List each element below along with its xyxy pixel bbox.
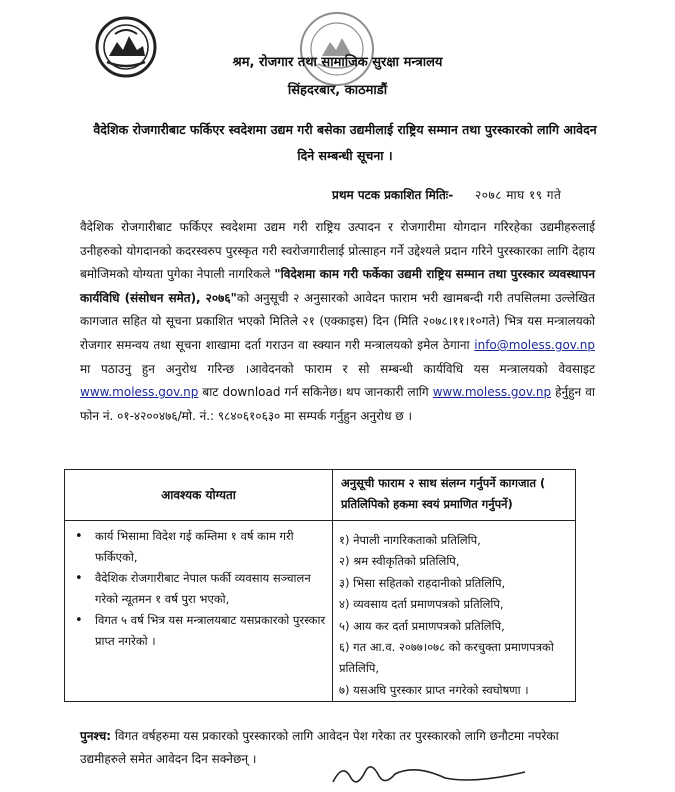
list-item: ४) व्यवसाय दर्ता प्रमाणपत्रको प्रतिलिपि,	[339, 597, 504, 612]
list-item: १) नेपाली नागरिकताको प्रतिलिपि,	[339, 533, 481, 547]
postscript-label: पुनश्च:	[80, 729, 111, 743]
table-header-divider	[65, 520, 575, 521]
publish-date-label: प्रथम पटक प्रकाशित मितिः-	[332, 188, 454, 202]
qualification-header: आवश्यक योग्यता	[161, 488, 236, 502]
documents-list	[339, 530, 573, 701]
publish-date-value: २०७८ माघ १९ गते	[475, 188, 562, 202]
documents-header: अनुसूची फाराम २ साथ संलग्न गर्नुपर्ने कागजात ( प्रतिलिपिको हकमा स्वयं प्रमाणित गर्नुपर्ने)	[341, 476, 546, 511]
publish-date	[332, 186, 561, 203]
list-item: • वैदेशिक रोजगारीबाट नेपाल फर्की व्यवसाय सञ्चालन गरेको न्यूतमन १ वर्ष पुरा भएको,	[71, 568, 326, 610]
list-item: ७) यसअघि पुरस्कार प्राप्त नगरेको स्वघोषणा ।	[339, 682, 529, 697]
notice-title: वैदेशिक रोजगारीबाट फर्किएर स्वदेशमा उद्यम गरी बसेका उद्यमीलाई राष्ट्रिय सम्मान तथा पुरस्कारको लागि आवेदन दिने सम्बन्धी सूचना ।	[93, 122, 597, 163]
list-item: २) श्रम स्वीकृतिको प्रतिलिपि,	[339, 554, 460, 569]
list-item: ६) गत आ.व. २०७७।०७८ को करचुक्ता प्रमाणपत्रको प्रतिलिपि,	[339, 640, 554, 676]
qualification-list	[71, 526, 326, 652]
signature-icon	[325, 752, 535, 792]
notice-body	[80, 216, 595, 428]
postscript-text: विगत वर्षहरुमा यस प्रकारको पुरस्कारको लागि आवेदन पेश गरेका तर पुरस्कारको लागि छनौटमा नपरेका उद्यमीहरुले समेत आवेदन दिन सक्नेछन् ।	[80, 729, 559, 766]
list-item: ३) भिसा सहितको राहदानीको प्रतिलिपि,	[339, 575, 506, 590]
body-text-part: वैदेशिक रोजगारीबाट फर्किएर स्वदेशमा उद्यम गरी राष्ट्रिय उत्पादन र रोजगारीमा योगदान गरिरहेका उद्यमीहरुलाई उनीहरुको योगदानको कदरस्वरुप पुरस्कृत गरी स्वरोजगारीलाई प्रोत्साहन गर्ने उद्देश्यले प्रदान गरिने पुरस्कारका लागि देहाय बमोजिमको योग्यता पुगेका नेपाली नागरिकले	[80, 220, 595, 282]
ministry-name: श्रम, रोजगार तथा सामाजिक सुरक्षा मन्त्रालय	[232, 55, 443, 70]
body-text-part: को अनुसूची २ अनुसारको आवेदन फाराम भरी खामबन्दी गरी तपसिलमा उल्लेखित कागजात सहित यो सूचना प्रकाशित भएको मितिले २१ (एक्काइस) दिन (मिति २०७८।११।१०गते) भित्र यस मन्त्रालयको रोजगार समन्वय तथा सूचना शाखामा दर्ता गराउन वा स्क्यान गरी मन्त्रालयको इमेल ठेगाना	[80, 290, 595, 352]
table-column-divider	[332, 470, 333, 701]
requirements-table	[64, 469, 576, 702]
procedure-name: "विदेशमा काम गरी फर्केका उद्यमी राष्ट्रिय सम्मान तथा पुरस्कार व्यवस्थापन कार्यविधि (संसोधन समेत), २०७६"	[80, 267, 596, 305]
body-text-part: बाट download गर्न सकिनेछ। थप जानकारी लागि	[198, 385, 433, 400]
list-item: • कार्य भिसामा विदेश गई कम्तिमा १ वर्ष काम गरी फर्किएको,	[71, 526, 326, 568]
ministry-seal-icon	[298, 10, 376, 88]
website-link[interactable]: www.moless.gov.np	[80, 385, 199, 400]
website-link[interactable]: www.moless.gov.np	[432, 385, 552, 400]
ministry-address: सिंहदरबार, काठमाडौं	[287, 83, 388, 98]
email-link[interactable]: info@moless.gov.np	[474, 337, 595, 352]
list-item: ५) आय कर दर्ता प्रमाणपत्रको प्रतिलिपि,	[339, 618, 505, 633]
list-item: • विगत ५ वर्ष भित्र यस मन्त्रालयबाट यसप्रकारको पुरस्कार प्राप्त नगरेको ।	[71, 610, 326, 652]
body-text-part: मा पठाउनु हुन अनुरोध गरिन्छ ।आवेदनको फाराम र सो सम्बन्धी कार्यविधि यस मन्त्रालयको वेवसाइट	[80, 361, 595, 376]
body-text-part: हेर्नुहुन वा फोन नं. ०१-४२००४७६/मो. नं.: ९८४०६१०६३० मा सम्पर्क गर्नुहुन अनुरोध छ ।	[80, 385, 595, 423]
